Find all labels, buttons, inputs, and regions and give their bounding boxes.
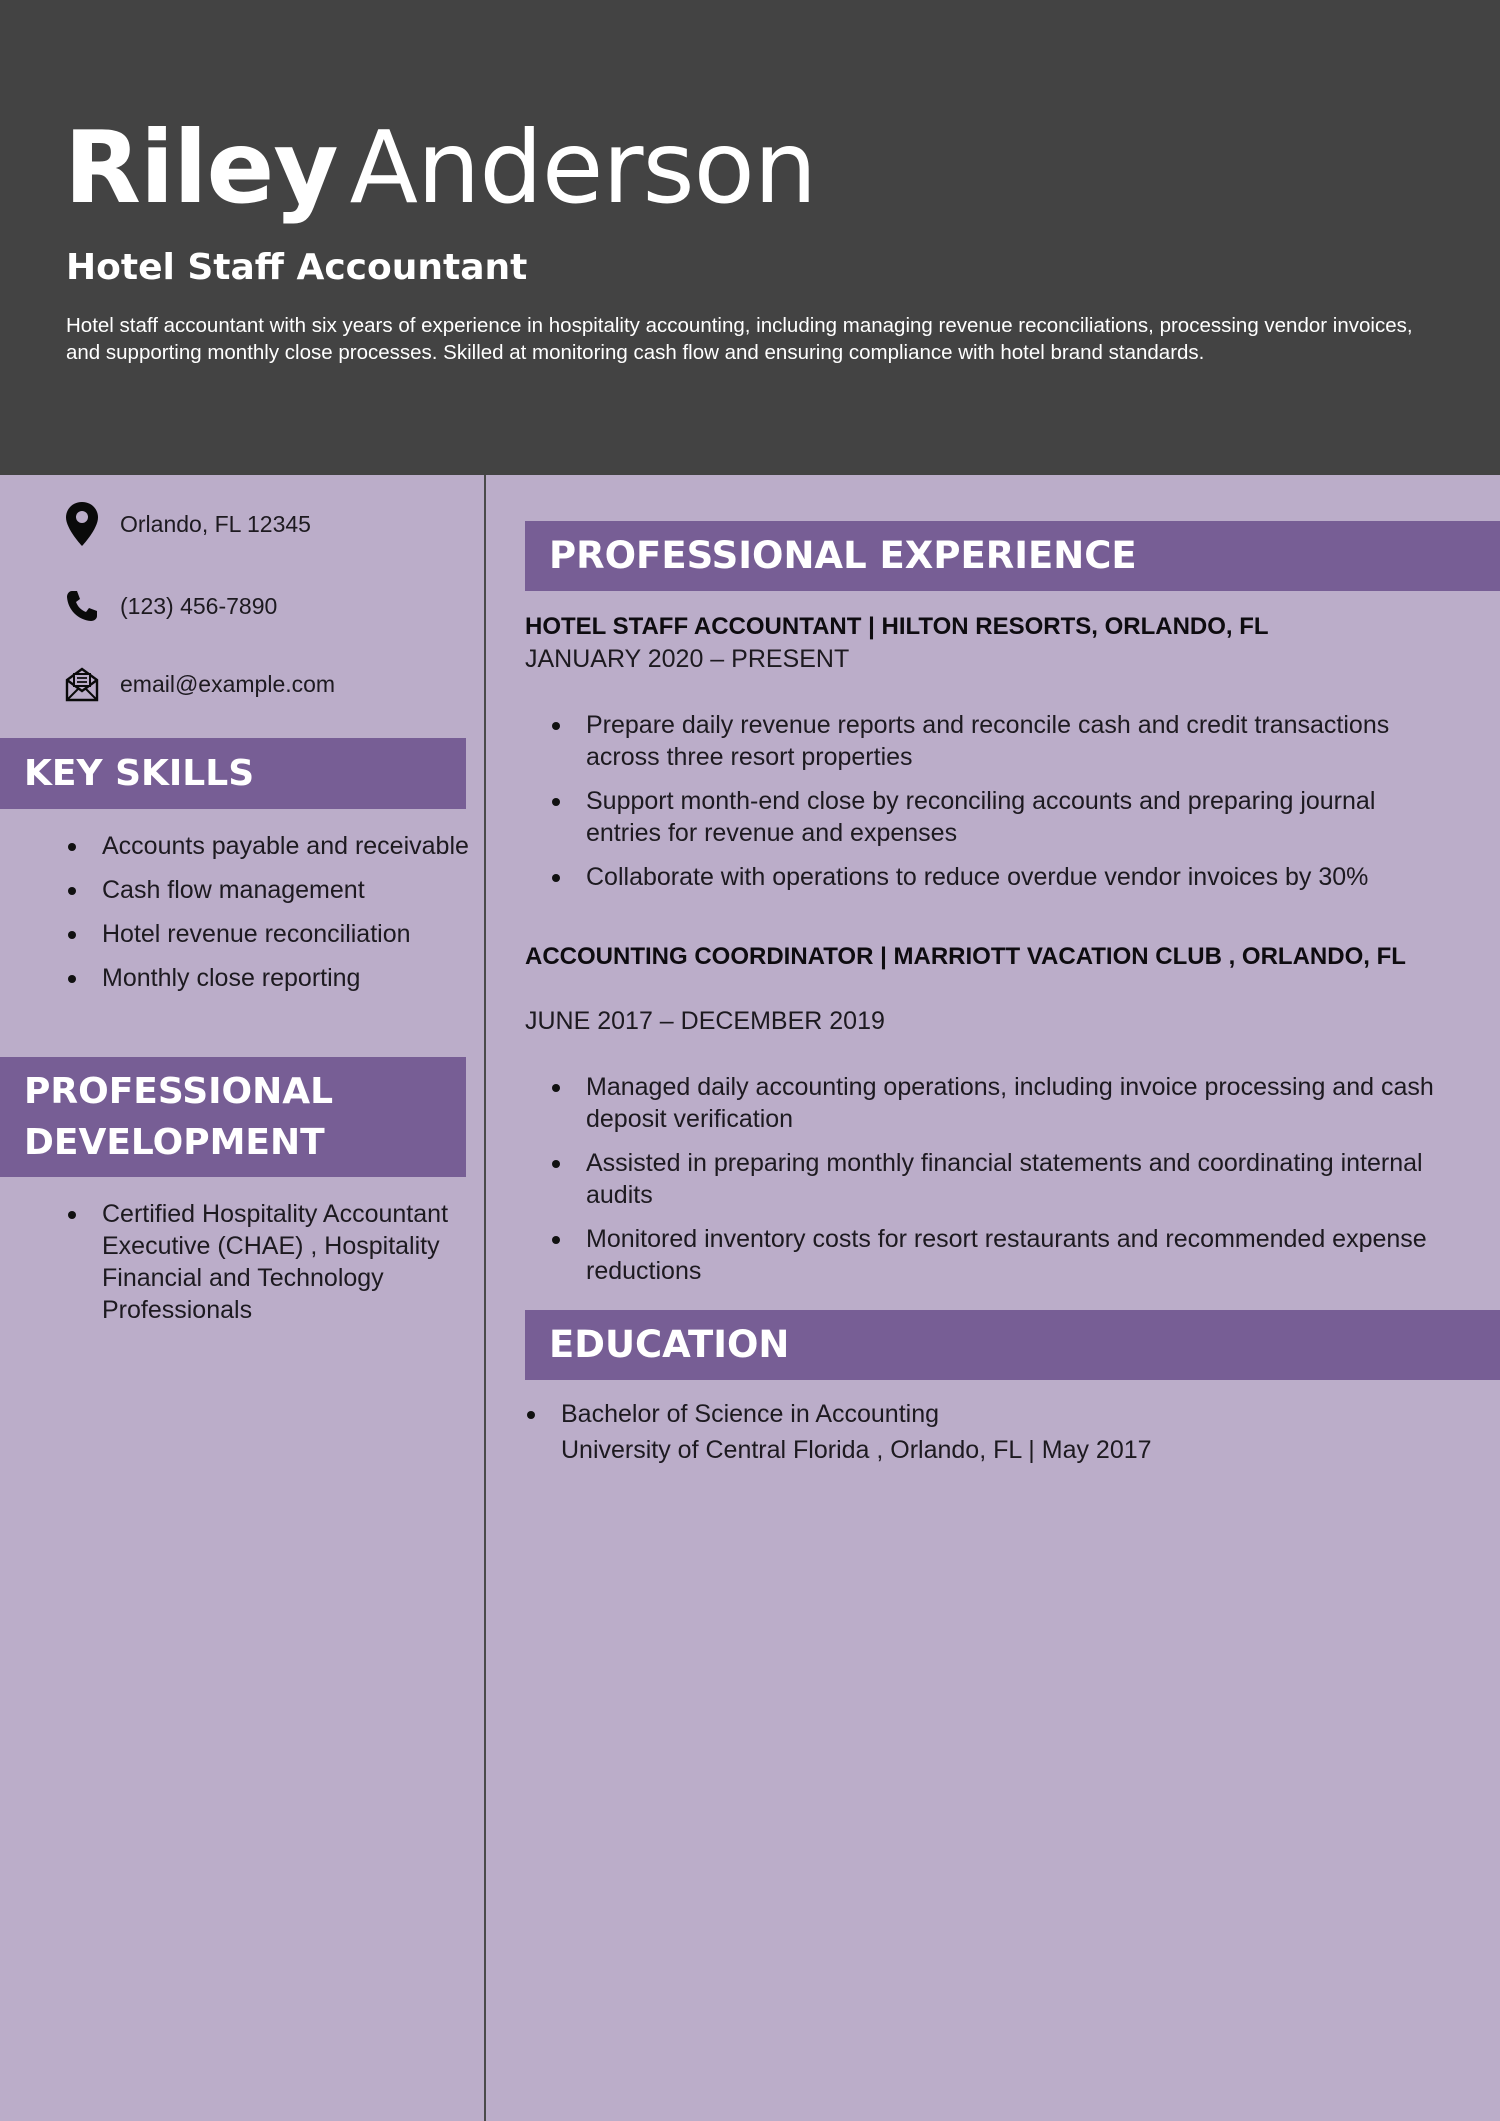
job-title: HOTEL STAFF ACCOUNTANT: [525, 613, 862, 640]
list-item: Managed daily accounting operations, including invoice processing and cash deposit verification: [550, 1071, 1450, 1135]
list-item: Support month-end close by reconciling accounts and preparing journal entries for revenue and expenses: [550, 785, 1450, 849]
contact-phone: [64, 582, 277, 630]
development-list: [66, 1198, 476, 1338]
school: University of Central Florida , Orlando, FL: [561, 1436, 1022, 1464]
contact-email: [64, 660, 335, 708]
last-name: Anderson: [349, 109, 817, 226]
job-employer: HILTON RESORTS, ORLANDO, FL: [881, 613, 1269, 640]
phone-text: (123) 456-7890: [120, 592, 278, 619]
candidate-name: [64, 108, 816, 228]
first-name: Riley: [64, 109, 338, 226]
list-item: Assisted in preparing monthly financial statements and coordinating internal audits: [550, 1147, 1450, 1211]
job-bullets: [550, 709, 1450, 905]
location-text: Orlando, FL 12345: [120, 510, 311, 537]
list-item: Certified Hospitality Accountant Executive (CHAE) , Hospitality Financial and Technology Professionals: [66, 1198, 476, 1326]
email-text: email@example.com: [120, 670, 336, 697]
list-item: Prepare daily revenue reports and reconcile cash and credit transactions across three resort properties: [550, 709, 1450, 773]
school-line: University of Central Florida , Orlando, FL | May 2017: [561, 1436, 1152, 1464]
phone-icon: [64, 584, 100, 628]
graduation-date: May 2017: [1041, 1436, 1152, 1464]
list-item: Monthly close reporting: [66, 962, 476, 994]
job-heading: ACCOUNTING COORDINATOR | MARRIOTT VACATION CLUB , ORLANDO, FL: [525, 943, 1406, 970]
education-heading: EDUCATION: [525, 1310, 1500, 1380]
development-heading: [0, 1057, 466, 1177]
job-heading: HOTEL STAFF ACCOUNTANT | HILTON RESORTS, ORLANDO, FL: [525, 613, 1269, 640]
job-dates: JUNE 2017 – DECEMBER 2019: [525, 1007, 885, 1035]
list-item: Collaborate with operations to reduce overdue vendor invoices by 30%: [550, 861, 1450, 893]
skills-list: [66, 830, 476, 1006]
experience-heading: PROFESSIONAL EXPERIENCE: [525, 521, 1500, 591]
education-entry: [525, 1396, 1491, 1468]
list-item: Hotel revenue reconciliation: [66, 918, 476, 950]
list-item: Monitored inventory costs for resort restaurants and recommended expense reductions: [550, 1223, 1450, 1287]
envelope-icon: [64, 662, 100, 706]
summary: Hotel staff accountant with six years of experience in hospitality accounting, including managing revenue reconciliations, processing vendor invoices, and supporting monthly close processes. Skilled at monitoring cash flow and ensuring compliance with hotel brand standards.: [66, 314, 1413, 364]
list-item: Cash flow management: [66, 874, 476, 906]
list-item: Accounts payable and receivable: [66, 830, 476, 862]
job-title: Hotel Staff Accountant: [66, 247, 528, 288]
contact-location: [64, 500, 311, 548]
development-heading-line-2: DEVELOPMENT: [24, 1122, 325, 1163]
map-pin-icon: [64, 502, 100, 546]
development-heading-line-1: PROFESSIONAL: [24, 1071, 334, 1112]
degree: Bachelor of Science in Accounting: [561, 1400, 940, 1428]
header-banner: [0, 0, 1500, 475]
skills-heading: KEY SKILLS: [0, 738, 466, 809]
job-title: ACCOUNTING COORDINATOR: [525, 943, 874, 970]
job-bullets: [550, 1071, 1450, 1299]
job-dates: JANUARY 2020 – PRESENT: [525, 645, 850, 673]
column-divider: [484, 475, 486, 2121]
job-employer: MARRIOTT VACATION CLUB , ORLANDO, FL: [893, 943, 1406, 970]
